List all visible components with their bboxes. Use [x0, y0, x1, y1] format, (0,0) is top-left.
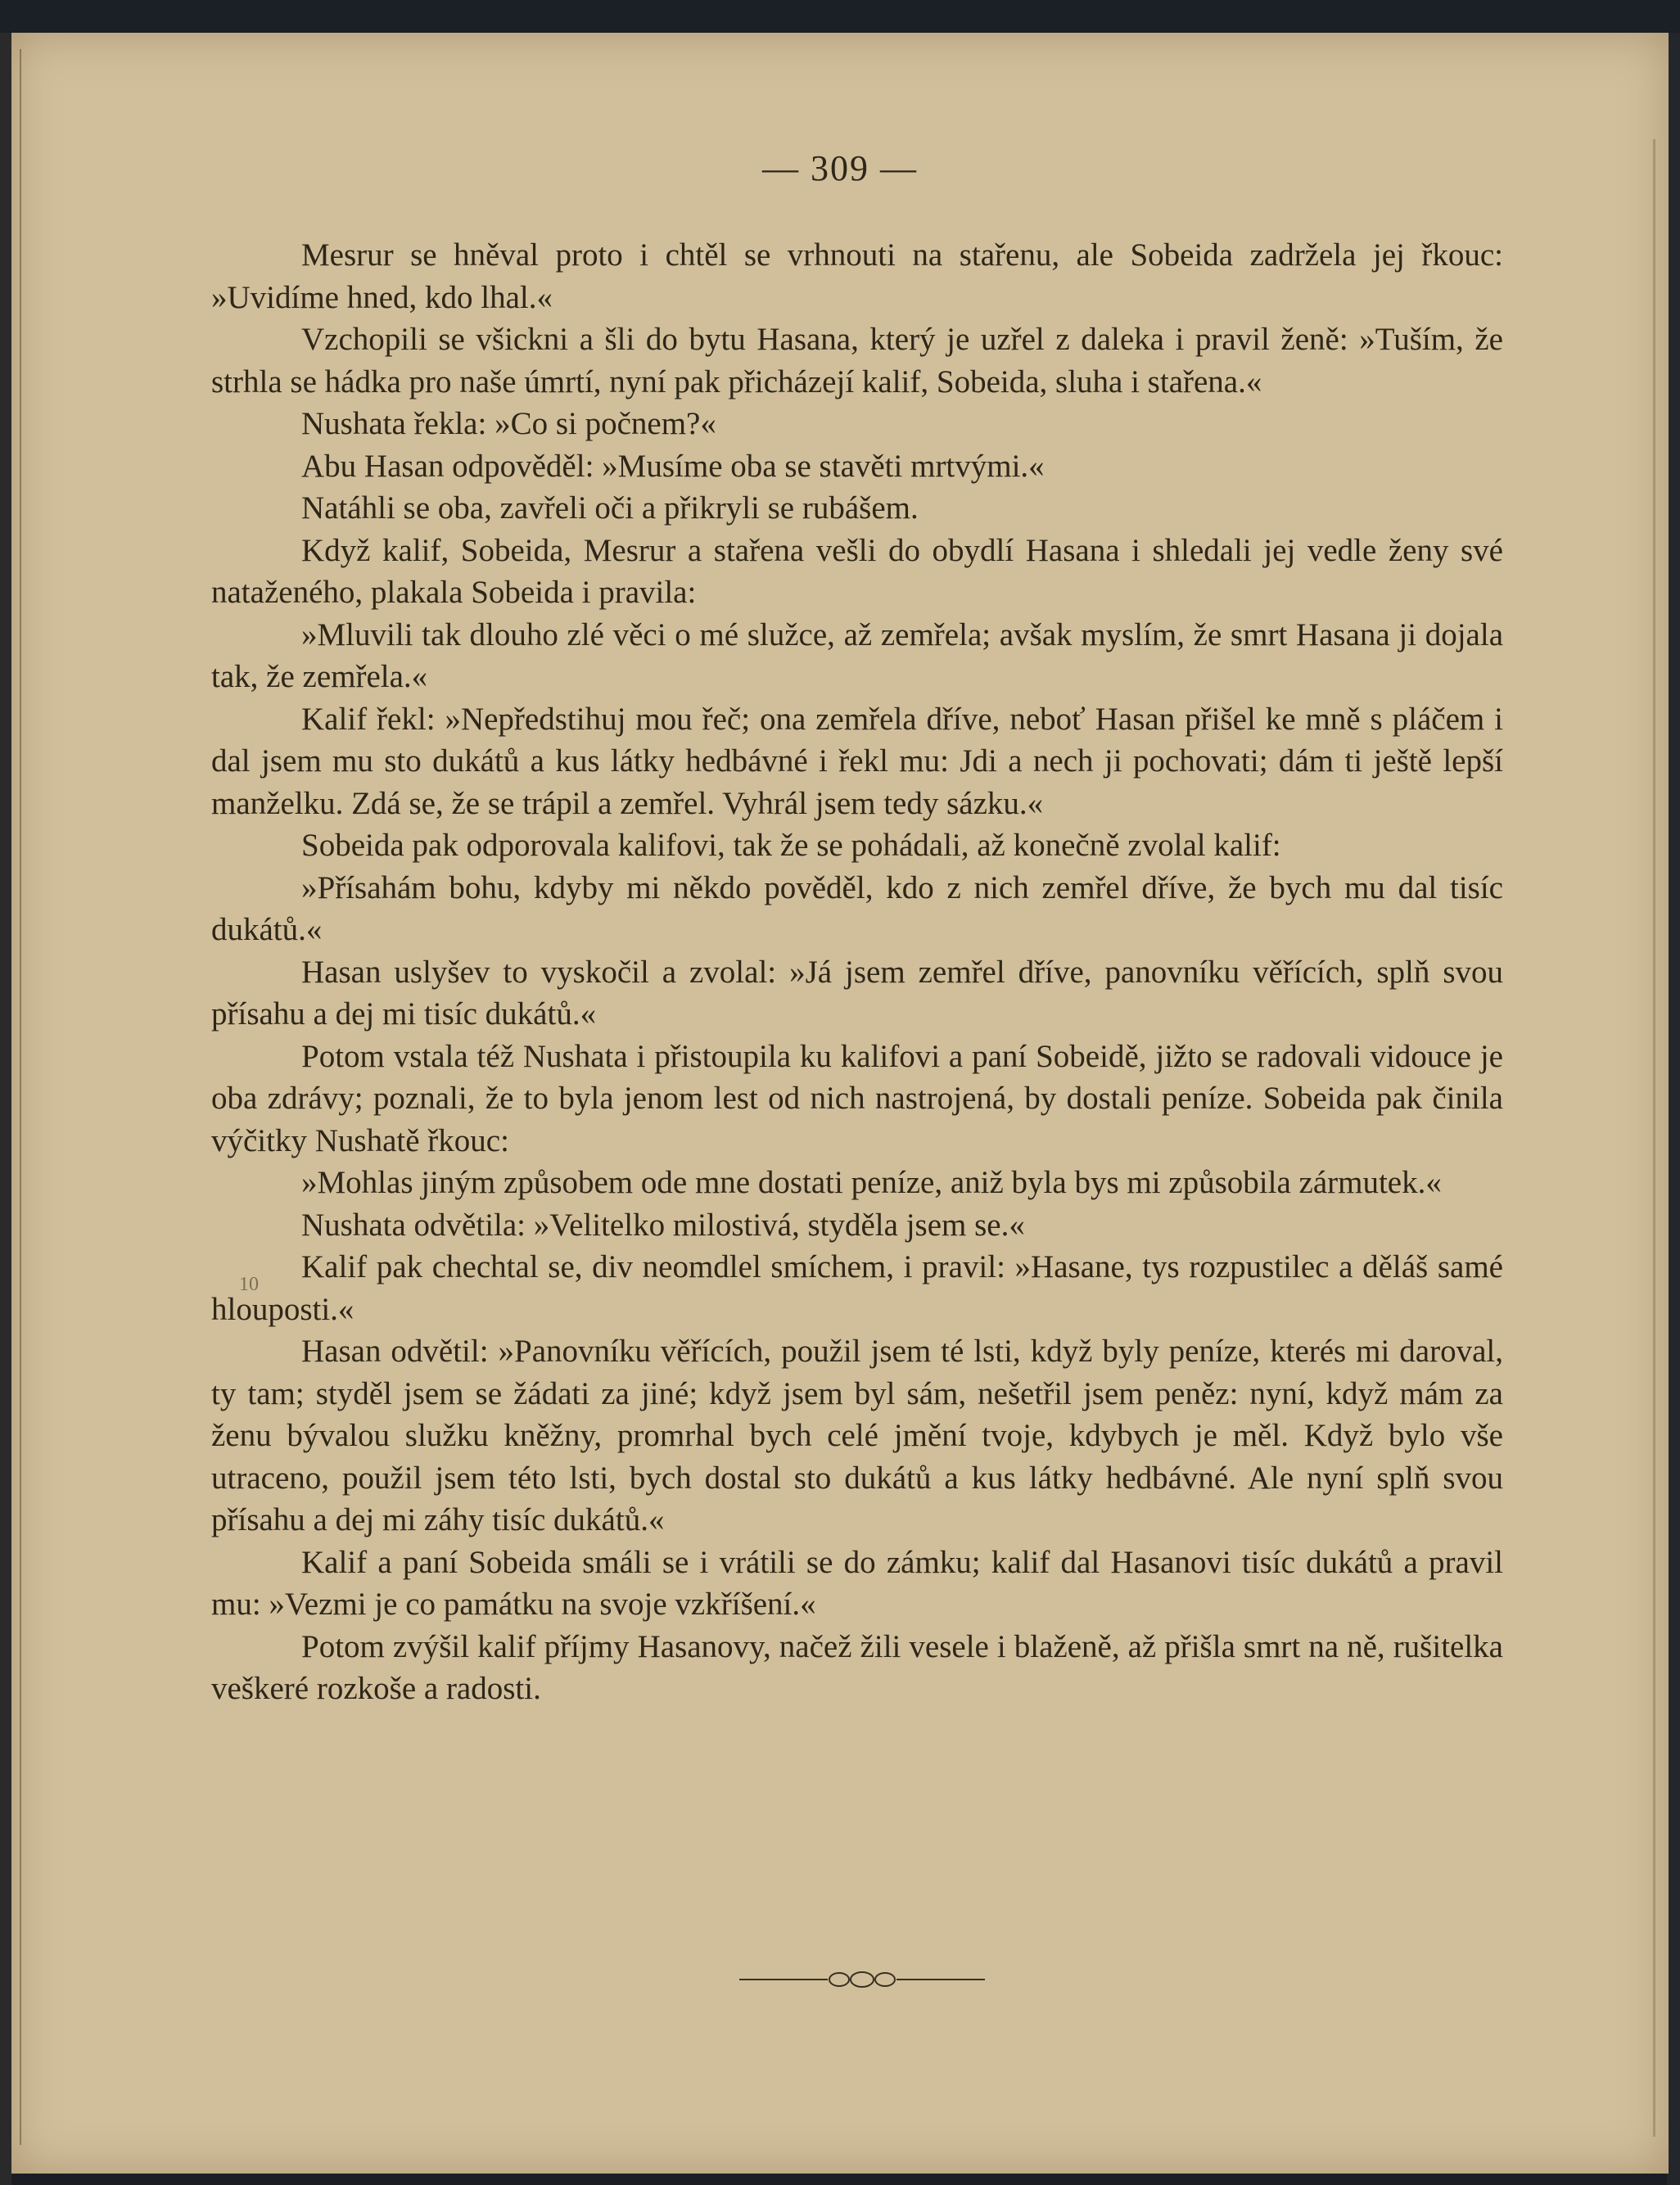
scan-right-border: [1667, 33, 1680, 2185]
paragraph: Vzchopili se všickni a šli do bytu Hasana, který je uzřel z daleka i pravil ženě: »Tuším, že strhla se hádka pro naše úmrtí, nyní pak přicházejí kalif, Sobeida, sluha i stařena.«: [211, 322, 1503, 400]
paragraph: »Mluvili tak dlouho zlé věci o mé služce, až zemřela; avšak myslím, že smrt Hasana ji dojala tak, že zemřela.«: [211, 616, 1503, 694]
page-number: — 309 —: [762, 148, 918, 188]
paragraph: Když kalif, Sobeida, Mesrur a stařena vešli do obydlí Hasana i shledali jej vedle ženy své nataženého, plakala Sobeida i pravila:: [211, 532, 1503, 610]
page-edge-shadow: [1653, 139, 1655, 2137]
paragraph: Potom zvýšil kalif příjmy Hasanovy, načež žili vesele i blaženě, až přišla smrt na ně, rušitelka veškeré rozkoše a radosti.: [211, 1628, 1503, 1706]
paragraph: Abu Hasan odpověděl: »Musíme oba se stavěti mrtvými.«: [301, 448, 1045, 484]
paragraph: Kalif pak chechtal se, div neomdlel smíchem, i pravil: »Hasane, tys rozpustilec a děláš samé hlouposti.«: [211, 1249, 1503, 1327]
body-text: [211, 234, 1503, 1710]
paragraph: »Mohlas jiným způsobem ode mne dostati peníze, aniž byla bys mi způsobila zármutek.«: [301, 1165, 1442, 1200]
paragraph: Kalif a paní Sobeida smáli se i vrátili se do zámku; kalif dal Hasanovi tisíc dukátů a pravil mu: »Vezmi je co památku na svoje vzkříšení.«: [211, 1544, 1503, 1622]
paragraph: »Přísahám bohu, kdyby mi někdo pověděl, kdo z nich zemřel dříve, že bych mu dal tisíc dukátů.«: [211, 869, 1503, 947]
paragraph: Hasan odvětil: »Panovníku věřících, použil jsem té lsti, když byly peníze, kterés mi daroval, ty tam; styděl jsem se žádati za jiné; když jsem byl sám, nešetřil jsem peněz: nyní, když mám za ženu bývalou služku kněžny, promrhal bych celé jmění tvoje, kdybych je měl. Když bylo vše utraceno, použil jsem této lsti, bych dostal sto dukátů a kus látky hedbávné. Ale nyní splň svou přísahu a dej mi záhy tisíc dukátů.«: [211, 1334, 1503, 1537]
scan-left-border: [0, 33, 11, 2185]
paragraph: Potom vstala též Nushata i přistoupila ku kalifovi a paní Sobeidě, jižto se radovali vidouce je oba zdrávy; poznali, že to byla jenom lest od nich nastrojená, by dostali peníze. Sobeida pak činila výčitky Nushatě řkouc:: [211, 1038, 1503, 1158]
paragraph: Sobeida pak odporovala kalifovi, tak že se pohádali, až konečně zvolal kalif:: [301, 828, 1281, 863]
paragraph: Natáhli se oba, zavřeli oči a přikryli se rubášem.: [301, 490, 919, 526]
paragraph: Hasan uslyšev to vyskočil a zvolal: »Já jsem zemřel dříve, panovníku věřících, splň svou přísahu a dej mi tisíc dukátů.«: [211, 954, 1503, 1032]
paragraph: Mesrur se hněval proto i chtěl se vrhnouti na stařenu, ale Sobeida zadržela jej řkouc: »Uvidíme hned, kdo lhal.«: [211, 237, 1503, 315]
ornament-divider-icon: [739, 1963, 985, 1996]
paragraph: Kalif řekl: »Nepředstihuj mou řeč; ona zemřela dříve, neboť Hasan přišel ke mně s pláčem i dal jsem mu sto dukátů a kus látky hedbávné i řekl mu: Jdi a nech ji pochovati; dám ti ještě lepší manželku. Zdá se, že se trápil a zemřel. Vyhrál jsem tedy sázku.«: [211, 701, 1503, 821]
paragraph: Nushata řekla: »Co si počnem?«: [301, 406, 716, 441]
paragraph: Nushata odvětila: »Velitelko milostivá, styděla jsem se.«: [301, 1207, 1025, 1243]
binding-gutter: [20, 49, 21, 2145]
margin-note: 10: [239, 1274, 259, 1295]
scan-top-border: [0, 0, 1680, 36]
